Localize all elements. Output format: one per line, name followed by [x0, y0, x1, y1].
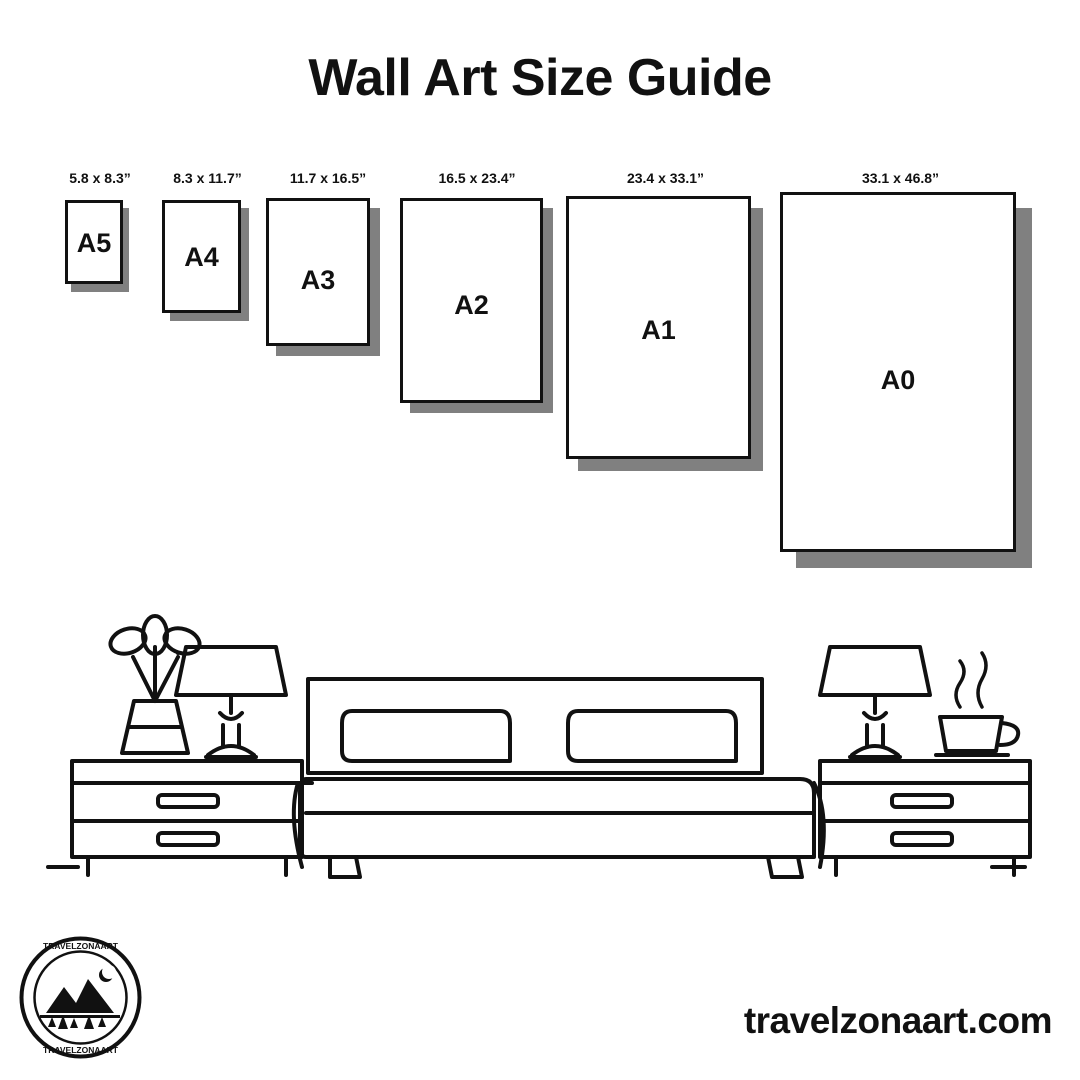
size-chart [0, 170, 1080, 590]
plant-vase [107, 616, 203, 753]
brand-logo[interactable] [18, 935, 143, 1060]
frame-dimension-a5: 5.8 x 8.3” [69, 170, 131, 186]
site-url[interactable]: travelzonaart.com [743, 1000, 1052, 1041]
bedroom-illustration [30, 565, 1050, 905]
frame-dimension-a1: 23.4 x 33.1” [626, 170, 705, 186]
brand-logo-text-top: TRAVELZONAART [43, 941, 118, 951]
frame-group-a1 [558, 170, 773, 510]
coffee-cup [936, 653, 1018, 755]
frame-group-a5 [55, 170, 145, 290]
frame-label-a5: A5 [76, 228, 112, 258]
page-title: Wall Art Size Guide [308, 49, 772, 107]
frame-dimension-a3: 11.7 x 16.5” [289, 170, 367, 186]
frame-label-a1: A1 [641, 315, 676, 345]
table-lamp-right [820, 647, 930, 757]
frame-dimension-a0: 33.1 x 46.8” [861, 170, 940, 186]
frame-group-a4 [150, 170, 265, 330]
brand-logo-text-bottom: TRAVELZONAART [43, 1045, 118, 1055]
frame-dimension-a4: 8.3 x 11.7” [173, 170, 242, 186]
table-lamp-left [176, 647, 286, 757]
brand-logo-icon [18, 935, 143, 1060]
nightstand-left [72, 761, 302, 875]
frame-group-a3 [258, 170, 398, 385]
bedroom-scene-svg [30, 565, 1050, 905]
frame-group-a2 [392, 170, 562, 440]
frame-label-a3: A3 [300, 265, 336, 295]
frame-label-a4: A4 [184, 242, 219, 272]
frame-group-a0 [768, 170, 1033, 590]
frame-label-a0: A0 [880, 365, 916, 395]
bed [294, 679, 824, 877]
frame-label-a2: A2 [454, 290, 489, 320]
frame-dimension-a2: 16.5 x 23.4” [438, 170, 516, 186]
nightstand-right [820, 761, 1030, 875]
